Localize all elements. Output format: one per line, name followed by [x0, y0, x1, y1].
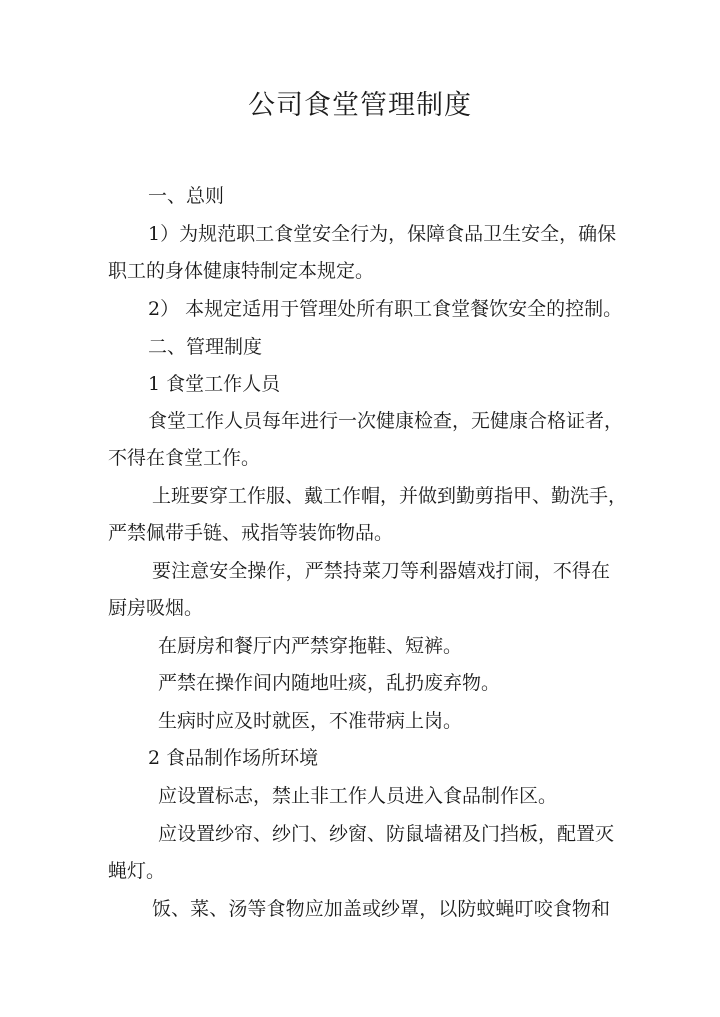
paragraph-line: 上班要穿工作服、戴工作帽，并做到勤剪指甲、勤洗手， [152, 485, 628, 507]
paragraph-line: 饭、菜、汤等食物应加盖或纱罩，以防蚊蝇叮咬食物和 [152, 898, 610, 920]
paragraph-line: 应设置标志，禁止非工作人员进入食品制作区。 [158, 785, 558, 807]
subsection-heading-environment: 2 食品制作场所环境 [148, 747, 319, 769]
paragraph-line: 要注意安全操作，严禁持菜刀等利器嬉戏打闹，不得在 [152, 560, 610, 582]
document-title: 公司食堂管理制度 [248, 90, 472, 121]
paragraph-line: 不得在食堂工作。 [108, 447, 261, 469]
paragraph-line: 应设置纱帘、纱门、纱窗、防鼠墙裙及门挡板，配置灭 [158, 823, 615, 845]
paragraph-line: 厨房吸烟。 [108, 597, 204, 619]
paragraph-line: 生病时应及时就医，不准带病上岗。 [158, 710, 463, 732]
section-heading-rules: 二、管理制度 [148, 336, 263, 358]
paragraph-line: 食堂工作人员每年进行一次健康检查，无健康合格证者， [148, 410, 624, 432]
paragraph-line: 职工的身体健康特制定本规定。 [108, 260, 375, 282]
subsection-heading-staff: 1 食堂工作人员 [148, 373, 281, 395]
paragraph-line: 严禁佩带手链、戒指等装饰物品。 [108, 522, 394, 544]
section-heading-general: 一、总则 [148, 185, 225, 207]
paragraph-line: 1）为规范职工食堂安全行为，保障食品卫生安全，确保 [148, 223, 617, 245]
paragraph-line: 蝇灯。 [108, 860, 166, 882]
paragraph-line: 在厨房和餐厅内严禁穿拖鞋、短裤。 [158, 635, 463, 657]
paragraph-line: 严禁在操作间内随地吐痰，乱扔废弃物。 [158, 672, 501, 694]
paragraph-line: 2） 本规定适用于管理处所有职工食堂餐饮安全的控制。 [148, 298, 623, 320]
